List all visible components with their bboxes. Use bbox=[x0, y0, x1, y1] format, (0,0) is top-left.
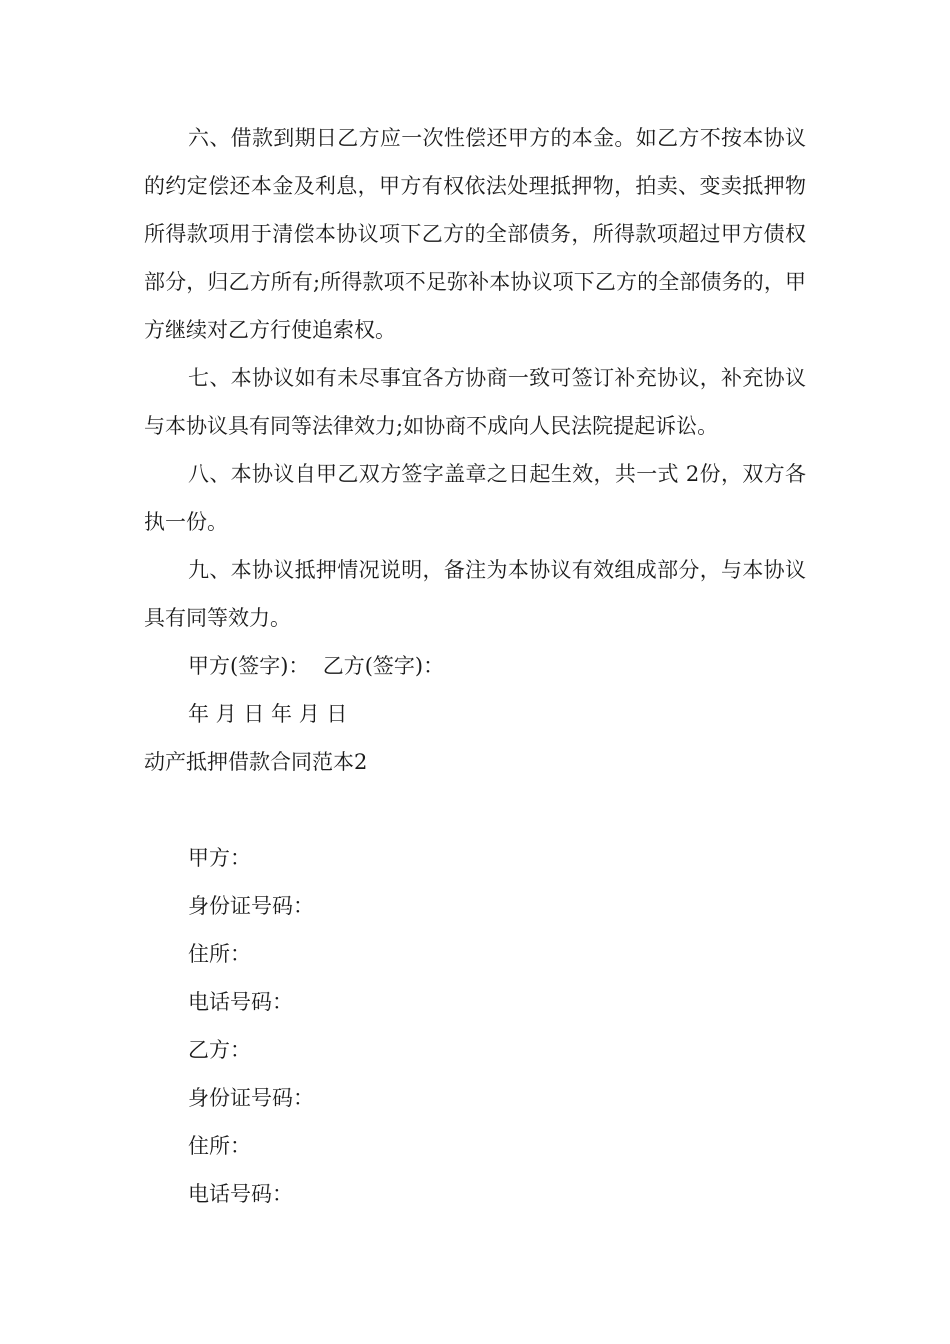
party-b-label: 乙方： bbox=[188, 1038, 251, 1062]
party-a-label: 甲方： bbox=[188, 846, 251, 870]
party-a-id-label: 身份证号码： bbox=[188, 894, 314, 918]
signature-line: 甲方(签字)： 乙方(签字)： bbox=[188, 654, 445, 678]
party-b-id-label: 身份证号码： bbox=[188, 1086, 314, 1110]
clause-7: 七、本协议如有未尽事宜各方协商一致可签订补充协议，补充协议与本协议具有同等法律效力;如协商不成向人民法院提起诉讼。 bbox=[144, 366, 806, 438]
party-b-address-label: 住所： bbox=[188, 1134, 251, 1158]
clause-6: 六、借款到期日乙方应一次性偿还甲方的本金。如乙方不按本协议的约定偿还本金及利息，甲方有权依法处理抵押物，拍卖、变卖抵押物所得款项用于清偿本协议项下乙方的全部债务，所得款项超过甲方债权部分，归乙方所有;所得款项不足弥补本协议项下乙方的全部债务的，甲方继续对乙方行使追索权。 bbox=[144, 126, 806, 342]
date-line: 年 月 日 年 月 日 bbox=[188, 702, 348, 726]
spacer bbox=[144, 786, 806, 834]
clause-9: 九、本协议抵押情况说明，备注为本协议有效组成部分，与本协议具有同等效力。 bbox=[144, 558, 806, 630]
party-a-phone-label: 电话号码： bbox=[188, 990, 293, 1014]
document-body bbox=[144, 114, 806, 1218]
party-a-address-label: 住所： bbox=[188, 942, 251, 966]
clause-8: 八、本协议自甲乙双方签字盖章之日起生效，共一式 2份，双方各执一份。 bbox=[144, 462, 806, 534]
contract-title: 动产抵押借款合同范本2 bbox=[144, 750, 368, 774]
party-b-phone-label: 电话号码： bbox=[188, 1182, 293, 1206]
